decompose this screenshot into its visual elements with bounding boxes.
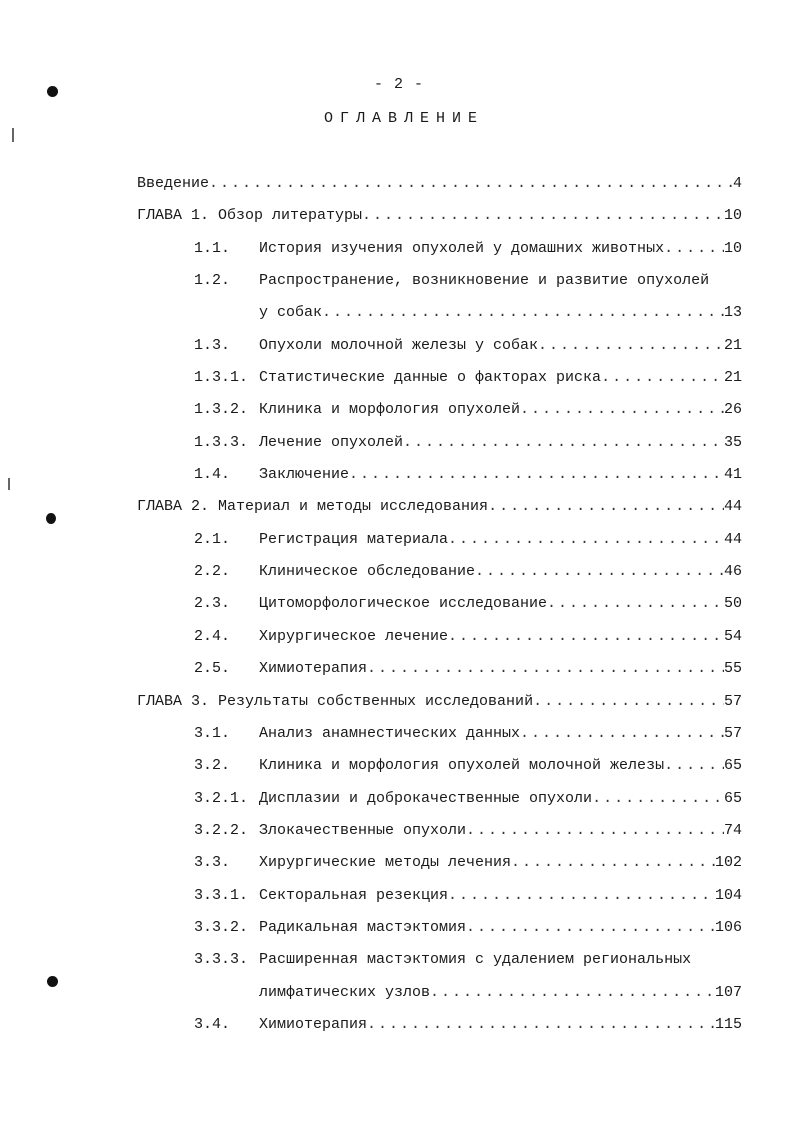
- toc-entry-number: 1.3.: [194, 336, 231, 354]
- toc-leader-dots: [448, 884, 715, 908]
- toc-section-entry: [137, 528, 742, 560]
- toc-entry-title: Опухоли молочной железы у собак: [259, 336, 539, 354]
- toc-entry-page: 50: [723, 595, 742, 613]
- toc-section-entry: [137, 237, 742, 269]
- toc-entry-title: Радикальная мастэктомия: [259, 918, 467, 936]
- toc-entry-number: 2.4.: [194, 627, 231, 645]
- toc-entry-number: 1.3.1.: [194, 369, 249, 387]
- toc-entry-number: 3.2.2.: [194, 821, 249, 839]
- toc-entry-title: Статистические данные о факторах риска: [259, 369, 602, 387]
- toc-entry-page: 107: [714, 983, 742, 1001]
- toc-leader-dots: [448, 528, 724, 552]
- toc-entry-number: 3.3.1.: [194, 886, 249, 904]
- toc-entry-title: Распространение, возникновение и развитие опухолей: [259, 272, 710, 290]
- toc-entry-title: ГЛАВА 3. Результаты собственных исследований: [137, 692, 534, 710]
- toc-entry-number: 2.2.: [194, 563, 231, 581]
- toc-entry-title: Дисплазии и доброкачественные опухоли: [259, 789, 593, 807]
- toc-section-entry: [137, 722, 742, 754]
- toc-section-entry: [137, 431, 742, 463]
- toc-section-entry: [137, 916, 742, 948]
- toc-entry-number: 2.1.: [194, 530, 231, 548]
- toc-leader-dots: [511, 851, 715, 875]
- punch-hole-mark: [46, 513, 56, 524]
- toc-section-entry: [137, 787, 742, 819]
- toc-leader-dots: [362, 204, 724, 228]
- toc-heading: ОГЛАВЛЕНИЕ: [323, 110, 484, 127]
- toc-section-entry: [137, 981, 742, 1013]
- toc-entry-number: 1.4.: [194, 466, 231, 484]
- toc-entry-page: 57: [723, 724, 742, 742]
- toc-entry-title: Клиника и морфология опухолей: [259, 401, 521, 419]
- scan-speck: [12, 128, 14, 142]
- toc-section-entry: [137, 366, 742, 398]
- toc-leader-dots: [601, 366, 724, 390]
- toc-entry-page: 41: [723, 466, 742, 484]
- toc-entry-title: у собак: [259, 304, 323, 322]
- toc-leader-dots: [466, 819, 724, 843]
- toc-entry-page: 102: [714, 854, 742, 872]
- toc-entry-page: 57: [723, 692, 742, 710]
- toc-entry-number: 3.2.1.: [194, 789, 249, 807]
- toc-section-entry: [137, 884, 742, 916]
- toc-entry-number: 3.3.3.: [194, 951, 249, 969]
- toc-entry-page: 55: [723, 660, 742, 678]
- toc-entry-number: 1.1.: [194, 239, 231, 257]
- toc-section-entry: [137, 334, 742, 366]
- toc-entry-page: 21: [723, 336, 742, 354]
- toc-chapter-entry: [137, 172, 742, 204]
- toc-entry-page: 54: [723, 627, 742, 645]
- toc-chapter-entry: [137, 204, 742, 236]
- toc-leader-dots: [466, 916, 715, 940]
- toc-entry-number: 1.3.2.: [194, 401, 249, 419]
- toc-entry-title: Хирургическое лечение: [259, 627, 449, 645]
- toc-section-entry: [137, 851, 742, 883]
- toc-leader-dots: [592, 787, 724, 811]
- toc-leader-dots: [367, 657, 724, 681]
- toc-entry-page: 4: [732, 175, 742, 192]
- toc-entry-page: 13: [723, 304, 742, 322]
- toc-entry-title: Клиника и морфология опухолей молочной железы: [259, 757, 665, 775]
- toc-section-entry: [137, 625, 742, 657]
- toc-leader-dots: [547, 592, 724, 616]
- toc-entry-title: лимфатических узлов: [259, 983, 431, 1001]
- toc-entry-title: ГЛАВА 2. Материал и методы исследования: [137, 498, 489, 516]
- toc-leader-dots: [538, 334, 724, 358]
- toc-entry-title: Клиническое обследование: [259, 563, 476, 581]
- punch-hole-mark: [47, 86, 58, 97]
- toc-entry-number: 1.3.3.: [194, 433, 249, 451]
- toc-entry-page: 10: [723, 239, 742, 257]
- toc-entry-page: 74: [723, 821, 742, 839]
- toc-section-entry: [137, 560, 742, 592]
- toc-entry-number: 3.4.: [194, 1015, 231, 1033]
- toc-entry-page: 115: [714, 1015, 742, 1033]
- scan-speck: [8, 478, 10, 490]
- toc-leader-dots: [533, 690, 724, 714]
- toc-entry-page: 21: [723, 369, 742, 387]
- toc-leader-dots: [664, 754, 724, 778]
- toc-section-entry: [137, 948, 742, 980]
- table-of-contents: [137, 172, 742, 1045]
- toc-section-entry: [137, 463, 742, 495]
- toc-entry-page: 10: [723, 207, 742, 225]
- toc-entry-title: История изучения опухолей у домашних животных: [259, 239, 665, 257]
- page-number: - 2 -: [373, 76, 424, 93]
- toc-section-entry: [137, 269, 742, 301]
- toc-leader-dots: [209, 172, 733, 196]
- toc-entry-title: ГЛАВА 1. Обзор литературы: [137, 207, 363, 225]
- toc-leader-dots: [367, 1013, 715, 1037]
- toc-chapter-entry: [137, 495, 742, 527]
- toc-entry-page: 65: [723, 789, 742, 807]
- toc-entry-title: Регистрация материала: [259, 530, 449, 548]
- toc-entry-title: Расширенная мастэктомия с удалением региональных: [259, 951, 692, 969]
- toc-entry-title: Секторальная резекция: [259, 886, 449, 904]
- toc-entry-number: 3.2.: [194, 757, 231, 775]
- toc-leader-dots: [349, 463, 724, 487]
- toc-leader-dots: [322, 301, 724, 325]
- toc-entry-title: Цитоморфологическое исследование: [259, 595, 548, 613]
- toc-leader-dots: [520, 722, 724, 746]
- toc-section-entry: [137, 657, 742, 689]
- toc-entry-title: Введение: [137, 175, 210, 192]
- toc-entry-title: Анализ анамнестических данных: [259, 724, 521, 742]
- toc-entry-page: 44: [723, 498, 742, 516]
- toc-leader-dots: [430, 981, 715, 1005]
- toc-chapter-entry: [137, 690, 742, 722]
- toc-entry-page: 104: [714, 886, 742, 904]
- toc-entry-title: Злокачественные опухоли: [259, 821, 467, 839]
- toc-entry-page: 44: [723, 530, 742, 548]
- toc-entry-page: 46: [723, 563, 742, 581]
- toc-entry-page: 26: [723, 401, 742, 419]
- toc-section-entry: [137, 301, 742, 333]
- toc-entry-page: 35: [723, 433, 742, 451]
- toc-section-entry: [137, 819, 742, 851]
- toc-entry-number: 2.3.: [194, 595, 231, 613]
- toc-entry-number: 2.5.: [194, 660, 231, 678]
- toc-leader-dots: [664, 237, 724, 261]
- toc-leader-dots: [448, 625, 724, 649]
- toc-section-entry: [137, 1013, 742, 1045]
- toc-leader-dots: [475, 560, 724, 584]
- toc-section-entry: [137, 754, 742, 786]
- toc-entry-number: 3.3.2.: [194, 918, 249, 936]
- toc-entry-title: Заключение: [259, 466, 350, 484]
- toc-entry-title: Химиотерапия: [259, 1015, 368, 1033]
- toc-entry-page: 65: [723, 757, 742, 775]
- toc-section-entry: [137, 398, 742, 430]
- toc-entry-number: 3.3.: [194, 854, 231, 872]
- toc-section-entry: [137, 592, 742, 624]
- toc-entry-number: 1.2.: [194, 272, 231, 290]
- toc-entry-number: 3.1.: [194, 724, 231, 742]
- toc-leader-dots: [403, 431, 724, 455]
- punch-hole-mark: [47, 976, 58, 987]
- toc-entry-title: Лечение опухолей: [259, 433, 404, 451]
- toc-leader-dots: [520, 398, 724, 422]
- toc-leader-dots: [488, 495, 724, 519]
- toc-entry-title: Хирургические методы лечения: [259, 854, 512, 872]
- toc-entry-title: Химиотерапия: [259, 660, 368, 678]
- toc-entry-page: 106: [714, 918, 742, 936]
